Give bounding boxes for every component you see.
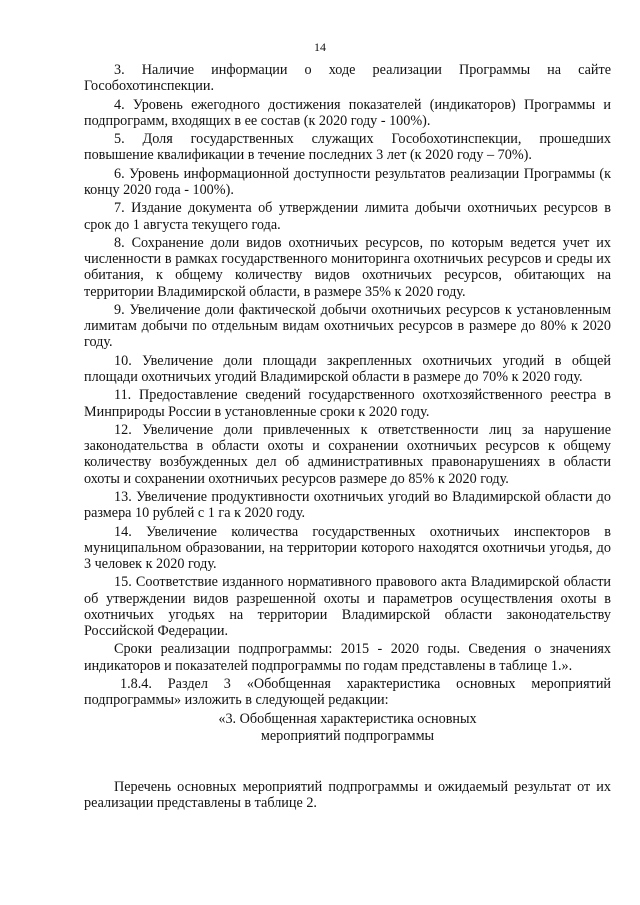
section-heading-line-1: «3. Обобщенная характеристика основных (218, 710, 477, 727)
document-body (84, 62, 611, 813)
paragraph-closing: Перечень основных мероприятий подпрограммы и ожидаемый результат от их реализации представлены в таблице 2. (84, 778, 611, 811)
paragraph-implementation-period: Сроки реализации подпрограммы: 2015 - 2020 годы. Сведения о значениях индикаторов и показателей подпрограммы по годам представлены в таблице 1.». (84, 641, 611, 674)
paragraph-item-15: 15. Соответствие изданного нормативного правового акта Владимирской области об утверждении видов разрешенной охоты и параметров осуществления охоты в охотничьих угодьях на территории Владимирской области законодательству Российской Федерации. (84, 574, 611, 639)
page-number: 14 (314, 40, 326, 54)
paragraph-item-9: 9. Увеличение доли фактической добычи охотничьих ресурсов к установленным лимитам добычи по отдельным видам охотничьих ресурсов в размере до 80% к 2020 году. (84, 301, 611, 351)
paragraph-item-10: 10. Увеличение доли площади закрепленных охотничьих угодий в общей площади охотничьих угодий Владимирской области в размере до 70% к 2020 году. (84, 352, 611, 385)
paragraph-item-3: 3. Наличие информации о ходе реализации Программы на сайте Гособохотинспекции. (84, 62, 611, 95)
section-heading (84, 711, 611, 745)
paragraph-item-11: 11. Предоставление сведений государственного охотхозяйственного реестра в Минприроды России в установленные сроки к 2020 году. (84, 387, 611, 420)
paragraph-item-6: 6. Уровень информационной доступности результатов реализации Программы (к концу 2020 года - 100%). (84, 165, 611, 198)
paragraph-item-14: 14. Увеличение количества государственных охотничьих инспекторов в муниципальном образовании, на территории которого находятся охотничьи угодья, до 3 человек к 2020 году. (84, 523, 611, 572)
paragraph-item-5: 5. Доля государственных служащих Гособохотинспекции, прошедших повышение квалификации в течение последних 3 лет (к 2020 году – 70%). (84, 131, 611, 164)
section-heading-line-2: мероприятий подпрограммы (260, 727, 435, 744)
paragraph-item-7: 7. Издание документа об утверждении лимита добычи охотничьих ресурсов в срок до 1 августа текущего года. (84, 200, 611, 233)
paragraph-section-amendment: 1.8.4. Раздел 3 «Обобщенная характеристика основных мероприятий подпрограммы» изложить в следующей редакции: (84, 675, 611, 709)
paragraph-item-8: 8. Сохранение доли видов охотничьих ресурсов, по которым ведется учет их численности в рамках государственного мониторинга охотничьих ресурсов и среды их обитания, к общему количеству видов охотничьих ресурсов, обитающих на территории Владимирской области, в размере 35% к 2020 году. (84, 234, 611, 300)
paragraph-item-12: 12. Увеличение доли привлеченных к ответственности лиц за нарушение законодательства в области охоты и сохранении охотничьих ресурсов к общему количеству возбужденных дел об административных правонарушениях в области охоты и сохранении охотничьих ресурсов размере до 85% к 2020 году. (84, 421, 611, 487)
paragraph-item-4: 4. Уровень ежегодного достижения показателей (индикаторов) Программы и подпрограмм, входящих в ее состав (к 2020 году - 100%). (84, 96, 611, 129)
paragraph-item-13: 13. Увеличение продуктивности охотничьих угодий во Владимирской области до размера 10 рублей с 1 га к 2020 году. (84, 488, 611, 522)
